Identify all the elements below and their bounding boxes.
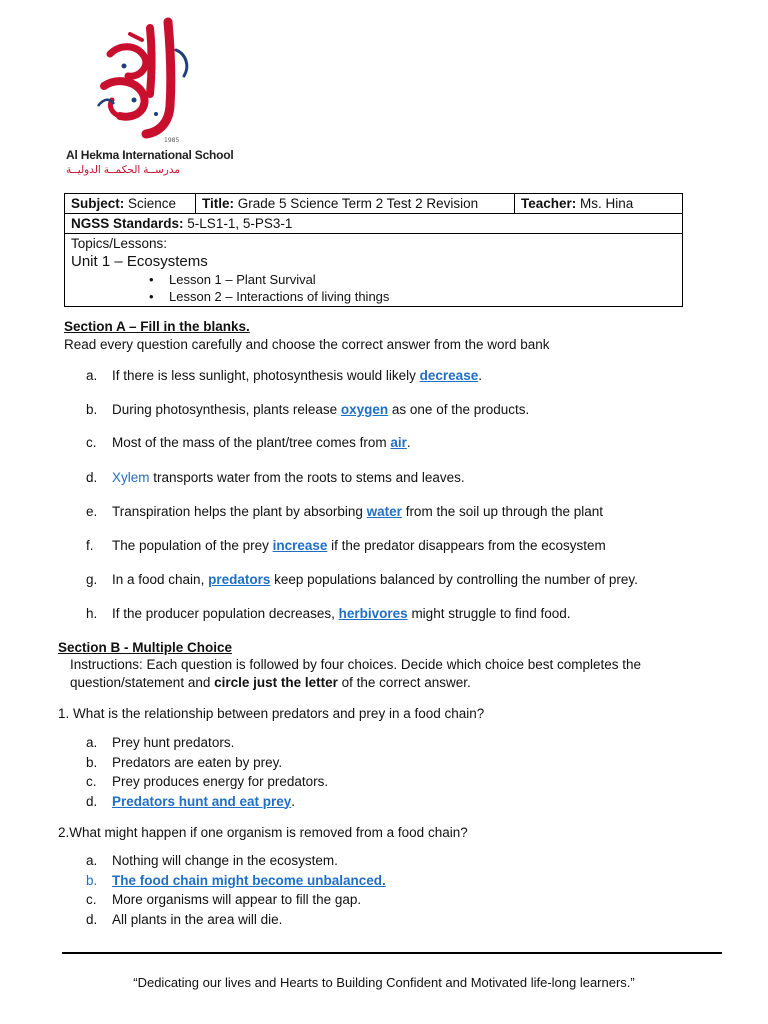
answer-word: predators [208, 572, 271, 587]
section-b-instructions-line2: question/statement and circle just the letter of the correct answer. [70, 675, 471, 690]
teacher-cell: Teacher: Ms. Hina [515, 194, 683, 214]
question-text-before: If there is less sunlight, photosynthesis would likely [112, 368, 420, 383]
fill-blank-question [86, 435, 411, 450]
question-text-after: . [406, 435, 411, 450]
question-text-before: In a food chain, [112, 572, 209, 587]
info-row-header [65, 194, 683, 214]
lesson-item: • Lesson 2 – Interactions of living things [149, 289, 390, 304]
question-letter: a. [86, 368, 98, 383]
section-b-instructions-line1: Instructions: Each question is followed by four choices. Decide which choice best completes the [70, 657, 642, 672]
choice-letter: b. [86, 754, 98, 770]
question-letter: f. [86, 538, 94, 553]
choice-text: Nothing will change in the ecosystem. [112, 853, 338, 868]
question-letter: b. [86, 402, 98, 417]
choice-letter: c. [86, 892, 97, 907]
mc-choice[interactable] [86, 873, 386, 888]
choice-letter: d. [86, 911, 98, 927]
question-text-after: . [478, 368, 482, 383]
question-letter: d. [86, 470, 98, 485]
choice-letter: a. [86, 853, 98, 868]
choice-text: Predators hunt and eat prey [112, 793, 292, 809]
question-text-before: The population of the prey [112, 538, 273, 553]
fill-blank-question [86, 402, 529, 417]
mc-choice[interactable] [86, 853, 338, 868]
info-row-topics [65, 234, 683, 307]
ngss-cell: NGSS Standards: 5-LS1-1, 5-PS3-1 [65, 214, 683, 234]
logo-year: 1985 [164, 137, 180, 144]
mc-choice[interactable] [86, 892, 361, 907]
answer-word: Xylem [112, 470, 150, 485]
mc-choice[interactable] [86, 912, 282, 927]
question-text-after: from the soil up through the plant [401, 504, 604, 519]
mc-choice[interactable] [86, 735, 234, 750]
choice-letter: a. [86, 735, 98, 750]
fill-blank-question [86, 538, 606, 553]
answer-word: herbivores [338, 606, 408, 621]
unit-title: Unit 1 – Ecosystems [71, 253, 208, 270]
choice-text: Prey produces energy for predators. [112, 774, 329, 789]
mc-choice[interactable]: d. Predators hunt and eat prey. [86, 793, 296, 809]
choice-text: The food chain might become unbalanced. [112, 872, 386, 888]
choice-text: Prey hunt predators. [112, 735, 235, 750]
question-text-before: Transpiration helps the plant by absorbing [112, 504, 367, 519]
question-text-after: keep populations balanced by controlling the number of prey. [270, 572, 638, 587]
mc-choice[interactable] [86, 755, 282, 770]
question-text-before: Most of the mass of the plant/tree comes from [112, 435, 391, 450]
school-logo [66, 14, 236, 179]
mc-question-2-stem: 2.What might happen if one organism is removed from a food chain? [58, 825, 468, 840]
info-row-ngss [65, 214, 683, 234]
question-letter: h. [86, 606, 98, 621]
subject-cell: Subject: Science [65, 194, 196, 214]
question-letter: g. [86, 572, 98, 587]
question-text-after: transports water from the roots to stems and leaves. [149, 470, 465, 485]
section-b-title: Section B - Multiple Choice [58, 640, 233, 655]
question-text-after: if the predator disappears from the ecosystem [327, 538, 606, 553]
question-text-before: If the producer population decreases, [112, 606, 339, 621]
answer-word: oxygen [340, 402, 389, 417]
answer-word: water [366, 504, 402, 519]
choice-letter: b. [86, 872, 98, 888]
question-text-before: During photosynthesis, plants release [112, 402, 341, 417]
answer-word: air [390, 435, 407, 450]
footer-motto: “Dedicating our lives and Hearts to Building Confident and Motivated life-long learners.” [133, 975, 635, 990]
choice-letter: d. [86, 793, 98, 809]
choice-text: More organisms will appear to fill the gap. [112, 892, 362, 907]
topics-cell [65, 234, 683, 307]
choice-letter: c. [86, 774, 97, 789]
school-name-en: Al Hekma International School [66, 148, 234, 162]
mc-question-1-stem: 1. What is the relationship between predators and prey in a food chain? [58, 706, 485, 721]
question-text-after: might struggle to find food. [407, 606, 571, 621]
footer-divider [62, 952, 722, 954]
answer-word: increase [272, 538, 328, 553]
info-table [64, 193, 683, 307]
fill-blank-question [86, 504, 603, 519]
choice-text: All plants in the area will die. [112, 911, 283, 927]
fill-blank-question [86, 368, 482, 383]
fill-blank-question [86, 470, 465, 485]
lesson-item: • Lesson 1 – Plant Survival [149, 272, 316, 287]
answer-word: decrease [419, 368, 479, 383]
question-text-after: as one of the products. [388, 402, 530, 417]
fill-blank-question [86, 572, 638, 587]
section-a-title: Section A – Fill in the blanks. [64, 319, 250, 334]
title-cell: Title: Grade 5 Science Term 2 Test 2 Revision [196, 194, 515, 214]
question-letter: c. [86, 435, 97, 450]
school-name-ar: مدرســة الحكمــة الدوليــة [66, 164, 181, 176]
choice-text: Predators are eaten by prey. [112, 754, 283, 770]
mc-choice[interactable] [86, 774, 328, 789]
fill-blank-question [86, 606, 571, 621]
section-a-instructions: Read every question carefully and choose the correct answer from the word bank [64, 337, 550, 352]
lesson-list [71, 271, 676, 305]
topics-label: Topics/Lessons: [71, 236, 168, 251]
question-letter: e. [86, 504, 98, 519]
school-logo-emblem [90, 14, 200, 146]
